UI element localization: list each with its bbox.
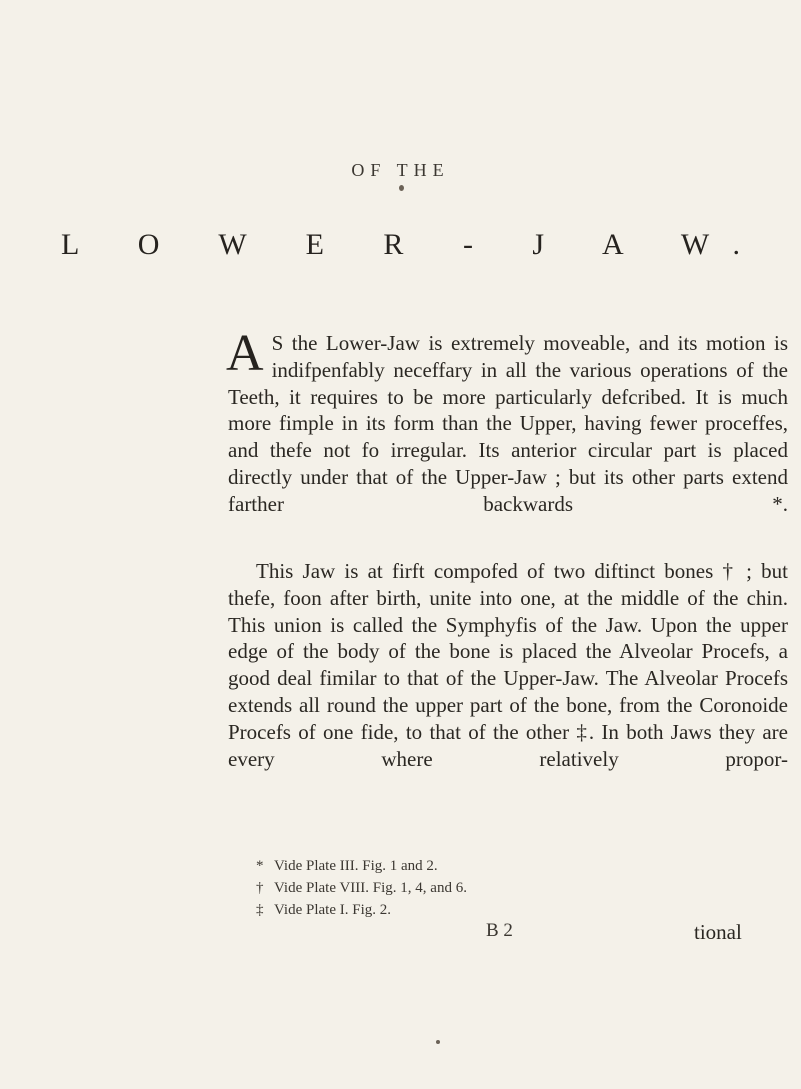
footnote xyxy=(256,855,467,877)
catchword: tional xyxy=(694,920,742,944)
footnote-text: Vide Plate VIII. Fig. 1, 4, and 6. xyxy=(274,880,467,896)
paragraph-1-text: S the Lower-Jaw is extremely moveable, and its motion is indifpenfably neceffary in all the various operations of the Teeth, it requires to be more particularly defcribed. It is much more fimple in its form than the Upper, having fewer proceffes, and thefe not fo irregular. Its anterior circular part is placed directly under that of the Upper-Jaw ; but its other parts extend farther backwards *. xyxy=(228,331,788,516)
footnote-mark: * xyxy=(256,858,264,874)
footnote-mark: ‡ xyxy=(256,902,264,918)
footnotes xyxy=(256,855,467,921)
footnote-text: Vide Plate I. Fig. 2. xyxy=(274,902,392,918)
paragraph-1 xyxy=(226,325,788,518)
footnote xyxy=(256,899,467,921)
chapter-title: L O W E R - J A W. xyxy=(61,228,766,261)
running-head: OF THE xyxy=(351,160,450,180)
footnote-text: Vide Plate III. Fig. 1 and 2. xyxy=(274,858,438,874)
paragraph-2: This Jaw is at firft compofed of two diftinct bones † ; but thefe, foon after birth, unite into one, at the middle of the chin. This union is called the Symphyfis of the Jaw. Upon the upper edge of the body of the bone is placed the Alveolar Procefs, a good deal fimilar to that of the Upper-Jaw. The Alveolar Procefs extends all round the upper part of the bone, from the Coronoide Procefs of one fide, to that of the other ‡. In both Jaws they are every where relatively propor- xyxy=(228,559,788,771)
ink-speck xyxy=(436,1040,440,1044)
footnote-mark: † xyxy=(256,880,264,896)
drop-cap: A xyxy=(226,325,264,382)
footnote xyxy=(256,877,467,899)
ink-speck xyxy=(399,185,404,191)
signature-mark: B 2 xyxy=(486,920,513,941)
